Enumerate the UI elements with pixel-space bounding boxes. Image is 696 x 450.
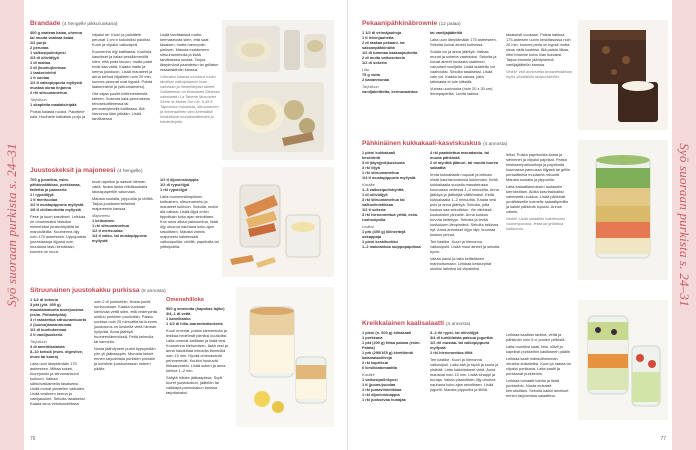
portions-text: (4 hengelle pikkuruokana) (62, 22, 118, 27)
recipe-title (30, 167, 220, 174)
sidebar-title: Omenahilloke (166, 297, 205, 303)
recipe-juustokakku (30, 287, 166, 406)
ingredient-line: 2 dl mynttiä jäänuri- tai muuta tuorea salaattia (430, 160, 499, 170)
recipe-title (30, 20, 220, 27)
instruction-paragraph: Vuoraa uunivuoka (noin 20 x 30 cm) leivinpaperilla. Levitä taikina (430, 86, 493, 96)
ingredient-line: 1/2 tl mustapippuria myllystä (30, 202, 84, 207)
ingredient-line: 1 l rypsiöljyä (30, 192, 54, 197)
ingredient-line: 3 rkl hienonnettua yrttiä, esim. ruohosipulia (362, 212, 419, 222)
ingredient-line: 2 dl muita valkosokeria (362, 55, 405, 60)
instruction-paragraph: Tee kastike. Kuori ja hienonna valkosipuli. Laita sitä ja sipuli ja suola ja yhdistä. Laita kaikkiiaineet vielä. Anna maustua noin 15 min. Lisää sinappi ja hunaja. Valuta pisaroittain öljy ohuena nauhana koko ajan sekoittaen. Lisää jogurtti. Mausta pippurilla ja tillillä. (430, 357, 499, 392)
column-2 (94, 297, 158, 406)
ingredient-line: 1 1/2 dl hillo-marmeladisokeria (166, 321, 223, 326)
ingredient-line: 3/4–1 dl vettä (166, 311, 191, 316)
ingredient-line: 4 rkl paahdettua macadamia- tai muuta pähkinää (430, 150, 490, 160)
right-page (348, 0, 696, 450)
ingredient-line: 1 prk (290/165 g) kivettömiä kalamataoliiveja (362, 350, 413, 360)
ingredient-line: 1–2 makeahkoa suippopaprikaa (362, 244, 421, 249)
recipe-columns (30, 177, 220, 254)
spine-text-left: Syö suoraan purkista s. 24–31 (4, 143, 20, 307)
portions-text: (4 hengelle) (117, 169, 143, 174)
section-subheading: Tarjoiluun (362, 84, 379, 89)
instruction-paragraph: viipaloi se. Kuori ja paloittele perunat 1 cm:n kokoisiksi paloiksi. Kuori ja viipaloi valkosipuli. (92, 32, 151, 47)
ingredient-line: 2 rkl sitruunamehua (30, 90, 67, 95)
kuskus-photo (578, 140, 668, 280)
ingredient-line: keskiöntä (362, 155, 380, 160)
recipe-title (362, 140, 574, 147)
title-text: Juustoskeksit ja majoneesi (30, 167, 116, 174)
recipe-title (362, 20, 574, 27)
portions-text: (4 annosta) (445, 322, 471, 327)
spine-banner-right (672, 0, 696, 450)
ingredient-line: 1/2 tl sokeria (362, 207, 386, 212)
instruction-paragraph: Kuori omenat, poista siemenkota ja leikkaa hedelmät pieniksi kuutioiksi. Laita omenat kattilaan ja lisää vesi. Kuumenna kiehumisen, lisää vesi ja anna hauduttaa miedolla lämmöllä noin 15 min. Hyvää omenavenät pehmenevät. Kuutiot huutuvät rikkaanmaksi. Lisää sokeri ja anna kiehua 1–2 min. (166, 328, 228, 373)
ingredient-line: 1 dl maitoa (30, 60, 51, 65)
recipe-columns (362, 330, 574, 402)
title-text: Brandade (30, 20, 61, 27)
ingredient-line: 3 dl (täysjyvä)kuskusta (362, 160, 405, 165)
column-2 (92, 177, 154, 254)
column-1 (30, 297, 88, 406)
ingredient-line: 8–10 keksiä (esim. digestive, muro tai kaura) (30, 349, 83, 359)
ingredient-line: 1/2 dl rypsiöljyä (160, 182, 190, 187)
column-1 (362, 330, 424, 402)
ingredient-line: 1 dl oliiviöljyä (362, 192, 388, 197)
ingredient-line: 3 rl raastettua sitruunankuorta (30, 317, 87, 322)
ingredient-line: 1/2 dl tummaa kaakaojauhetta (362, 50, 418, 55)
ingredient-line: 1 pieni keskikurkku (362, 239, 398, 244)
recipe-juustokeksit (30, 167, 220, 254)
column-3 (506, 150, 572, 271)
recipe-kaalisalaatti (362, 320, 574, 402)
ingredient-line: 1 rkl sitruunamehua (92, 223, 129, 228)
instruction-paragraph: Leikkaa tomaatit kahtia ja lisää purkkeihin. Nosta mukaisit kerroksittain. Sekoita kaikki ainekset ennen tarjoamista salaattina. (506, 378, 569, 398)
ingredient-line: 1 skapletta maalaisleipää (30, 102, 77, 107)
ingredient-line: 3 dl amerikkalaista (30, 344, 65, 349)
instruction-paragraph: Laita salaattiannoksen lautaselle kerroksittain. Aloita kasvirakkaiksi valmistettu kuskus. Lisää pähkinät puolittaiseille kolmelle salaattipedille ja kaikki pähkinät lopuksi. Annos valmis. (506, 184, 569, 214)
spine-banner-left (0, 0, 24, 450)
ingredient-line: 1 rkl punaviinietikkaa (362, 387, 402, 392)
section-subheading: Tarjoiluun (30, 339, 47, 344)
juustokakku-photo (236, 287, 334, 427)
ingredient-line: 3 rkl sitruunamehua tai valkoviinietikkaa (362, 197, 405, 207)
tip-note: Vinkki! Lisää salaattiin halutessasi vuohenjuustoa, fetaa tai grillattua halloumia. (506, 216, 565, 231)
ingredient-line: 1/2 rkl mustaa- tai valkopippuria myllystä (430, 340, 490, 350)
column-1 (362, 150, 424, 271)
ingredient-line: 1 tl leivinjauhetta (362, 35, 394, 40)
section-subheading: Lisäksi (362, 224, 374, 229)
recipe-columns (362, 150, 574, 271)
instruction-paragraph: Nosta jäähdyneet purkit kypsymään yön yli jääkaappiin. Murusta keksit ennen tarjoamista purkkien pinnalle ja koristele juustomassan rinteen päälle. (94, 346, 156, 371)
ingredient-line: mustaa okraa linjanna (30, 85, 71, 90)
ingredient-line: 1 laakerinlehti (30, 70, 56, 75)
column-1 (30, 30, 86, 124)
section-subheading: Liitu (362, 67, 370, 72)
ingredient-line: 3 pkt (yht. 400 g) maustamatonta tuorejuustoa (esim. Philadelphia) (30, 302, 84, 317)
portions-text: (4 annosta) (482, 142, 508, 147)
ingredient-line: 500 g omenoita (hapokas lajike) (166, 306, 225, 311)
ingredient-line: 2/3 dl oliiviöljyä (30, 55, 59, 60)
instruction-paragraph: Valuta pavut ja laita keitteliseen marinoitumaan. Leikkaa keskurpitat okuiksi larteiksi tai viipaleiksi. (430, 256, 492, 271)
recipe-brandade (30, 20, 220, 124)
instruction-paragraph: tuvat rapeiksi ja saavat hieman väriä. Nosta lastut reikäkauhalla talouspaperille valumaan. (92, 179, 148, 194)
ingredient-line: 1/2 tl valkopippuria myllystä (30, 80, 82, 85)
page-number-right: 77 (660, 436, 666, 442)
ingredient-line: 2 rkl hienonnettua tilliä (430, 350, 473, 355)
instruction-paragraph: Leikkaa kaali mahdollisimman ohueksi suikaleiksi. Kuori ja raasta tai viipaloi porkkana. Laita kaalit ja porkkanat purkkeihin. (506, 356, 571, 376)
recipe-brownie (362, 20, 574, 96)
title-text: Pekaanipähkinäbrownie (362, 20, 438, 27)
ingredient-line: 2 rkl kapriksia (362, 360, 388, 365)
column-3 (160, 177, 220, 254)
instruction-paragraph: Mausta suolalla, pippurilla ja chilillä. Tarjoa juustomerreikeksit majoneesin kanssa. (92, 196, 154, 211)
recipe-omenahilloke (166, 297, 232, 395)
ingredient-line: 2 tl vaniljasokeria (30, 332, 63, 337)
ingredient-line: 1 porkkana (362, 335, 383, 340)
spine-text-right: Syö suoraan purkista s. 24–31 (677, 143, 693, 307)
ingredient-line: 6 kirsikkatomaattia (362, 365, 398, 370)
instruction-paragraph: Irrota kukkakaalin nupulat ja leikkaa niistä kaunismuotoisia kukinnoita. Keitä kukkakaalia suolalla maustetussa kuumassa vedessä 1–2 minuuttia. Anna jäähtyä ja jäähdytä välittömästi. Keitä kukkakaalia 1–2 minuuttia. Kaada vesi pois ja anna jäähtyä. Sekoita, jotta kuskus saa sekoitetun. Vie väreissä kuskuksien pinnalle. Anna kuskus turvota keitetyyn. Sekoita ja levitä kuskuksen lämpimänä. Sekoita taikinaa nyt. Anna annokset öljyn läpi, kuuntaa kuskus pinnat. (430, 172, 499, 237)
ingredient-line: 1 pieni (n. 600 g) kiinakaali (362, 330, 412, 335)
ingredient-line: 1 pieni kukkakaali (362, 150, 396, 155)
ingredient-line: 1/2 tl merisuolaa (92, 228, 123, 233)
title-text: Pähkinäinen kukkakaali-kasviskuskus (362, 140, 482, 147)
ingredient-line: vaniljaketttetta, kermavaahtoa (362, 89, 418, 94)
ingredient-line: 2 dl (kuohu)kermaa (30, 65, 66, 70)
column-3 (160, 30, 220, 124)
ingredient-line: 1 1/2 dl vehnäjauhoja (362, 30, 402, 35)
ingredient-line: 1 tl suolaa (30, 75, 50, 80)
instruction-paragraph: Leikkaa kaalista rankka, vettä ja pähkinän noin 5 cl puolen pelkistä. (506, 332, 566, 342)
column-2 (430, 30, 500, 96)
ingredient-line: 1 prk (400 g) kikherttejä (362, 229, 406, 234)
title-text: Sitruunainen juustokakku purkissa (30, 287, 140, 294)
ingredient-line: 1 valkosipulinkynsi (30, 50, 66, 55)
column-1 (30, 177, 86, 254)
instruction-paragraph: Lisää tarvittaessa maito-kermaseosta silen, että saat tasaisen, mutta mennyvän pieksen. Mausta mahtuneen sitruunamehulla ja lisää tarvittaessa suolaa. Tarjoa lämpimänä paahdetun tai grillatun maalaisleivän kanssa. (160, 32, 219, 72)
ingredient-line: 2 dl raakaa pekaani- tai saksanpähkinöitä (362, 40, 405, 50)
instruction-paragraph: Laita huoneenlämpöisen keltuainen, sitruunamehu ja mausteet kulhoon. Sekoita, mutta älä vatkaa. Lisää öljyä ensin tippoittain koko ajan sekoittaen. Kun seos alkaa paksuuntua, lisää öljy ohuena nauhana koko ajan sekoittaen. Mausta valmis majoneesi halutessasi valkosipulilla, chilillä, paprikalla tai yrttisipulilla. (160, 194, 219, 249)
ingredient-line: sokappaja (362, 234, 382, 239)
kaalisalaatti-photo (578, 300, 668, 420)
column-2 (430, 150, 500, 271)
recipe-columns (362, 30, 574, 96)
ingredient-line: 2 kananmunaa (362, 77, 390, 82)
page-number-left: 76 (30, 436, 36, 442)
instruction-paragraph: leiksi. Poista paprikoista kanta ja siemenet ja viipaloi paprikat. Paista keskiseerpatlumikoja ja paprikoita kuumassa pannussa öljyssä tai grillin periaatteella muutama minuutti. Mausta suolalla ja pippurilla. (506, 152, 571, 182)
ingredient-line: 1 rkl juoksevaa hunajaa (362, 397, 406, 402)
column-2 (92, 30, 154, 124)
instruction-paragraph: Laita uuni lämpiämään 175 asteeseen. Mittaa sokeri, tuorejuusto ja sitruunankuori kulhoon. Vatkaa sähkövatkaimella tasaiseksi. Lisää munat yksitellen vatkaten. Lisää vesikeen kerma ja vaniljasokeri. Sekoita tasaiseksi. Kaada seos vetoisuudeltaan (30, 361, 86, 406)
instruction-paragraph: Sulata voi ja anna jäähtyä. Vatkaa munat ja sokeria vaahdoksi. Sekoita ja kuivat aineet huolasta vaahtoon varovasti nuolijalla. Lisää sulatettu voi vaahdoksi. Sekoita tasaiseksi. Lisää vain voi. Kaada tai vaivaa, jotta taikinasta ei tule sitkeää. (430, 49, 497, 84)
ingredient-line: 1 valkosipulinkynsi (362, 377, 398, 382)
ingredient-line: 1–3 valkosipulinkynttä (362, 187, 404, 192)
title-text: Kreikkalainen kaalisalaatti (362, 320, 445, 327)
recipe-columns (30, 297, 160, 406)
column-3 (506, 330, 572, 402)
ingredient-line: 1/8 tl chilimurketta myllystä (30, 207, 81, 212)
ingredient-line: 1 keltuainen (92, 218, 115, 223)
ingredient-line: 1/4 tl mustapippuria myllystä (362, 175, 416, 180)
ingredient-line: 3–4 rkl rypsi- tai oliiviöljyä (430, 330, 479, 335)
juustokeksit-photo (222, 167, 334, 277)
ingredient-line: 700 g juomikia, esim. pähkinakäkkao, porkkanaa, fatiettia ja paraseria (30, 177, 81, 192)
recipe-title (30, 287, 166, 294)
instruction-paragraph: Pese ja kuori kasvikset. Leikkaa ne ohuimmaksi lastuiksi esimerkiksi juustohöylällä tai mandoliinilla. Kuumenna öljy noin 170 asteeseen. Uppopaista juurestastuja öljyssä noin muutama lastu kerrallaan, kunnes ne muut- (30, 214, 86, 254)
ingredient-line: 1/2 tl dijoninsinappia (160, 177, 199, 182)
brownie-photo (578, 20, 668, 130)
section-subheading: Kastike (362, 182, 375, 187)
column-2 (430, 330, 500, 402)
ingredient-line: 2 (luomu)kananmunaa (30, 322, 72, 327)
recipe-title (362, 320, 574, 327)
section-subheading: Majoneesi (92, 213, 110, 218)
portions-text: (12 palaa) (438, 22, 461, 27)
recipe-columns (30, 30, 220, 124)
ingredient-line: 1 pkt (200 g) fetaa palana (esim. Palma) (362, 340, 421, 350)
section-subheading: Kastike (362, 372, 375, 377)
ingredient-line: 3/4 dl turkkilaista paksua jogurttia (430, 335, 493, 340)
portions-text: (8 annosta) (141, 289, 166, 294)
instruction-paragraph: noin 2 dl purkkeihin. Nosta purkit uunivuokaan. Kaada vuokaan kiehuvaa vettä silen, että vedenpinta ulottuu purkkien puoliväliin. Paista uunissa noin 25 minuuttia tai kunnes juustoseos on keskeltä vielä hieman hyllyvää. Anna jäähtyä huoneenlämmössä. Peitä kelmulla tai kannella. (94, 299, 157, 344)
column-1 (362, 30, 424, 96)
instruction-paragraph: Ota vajaa puolet keitinnesteestä talteen. Soseuta kala-perunaseos tehosekoittimessa tai perunamylmellä kattilassa. Älä hienonna liian pitkään. Lisää tarvittaessa (92, 91, 150, 121)
ingredient-line: 1/2 dl sokeria (362, 60, 387, 65)
tip-note: Vinkki! Voit annostella brownietaikinan myös yksittäisiin lasipurkkeihin. (506, 69, 572, 79)
ingredient-line: 400 g vaaleaa kalaa, ohenna tai muuta vaaleaa kalaa (30, 30, 82, 40)
instruction-paragraph: Laita mureiksi kaali, feta, oliivit ja kapriksit purkkeihin kastikkeen päälle. (506, 344, 572, 354)
ingredient-line: 1 tl (juomu)suolaa (362, 382, 396, 387)
instruction-paragraph: Poista kalasta ruodot. Paloittele kala. Huuhtele halkaistu purjo ja (30, 109, 86, 119)
recipe-kuskus (362, 140, 574, 271)
column-3 (166, 306, 230, 395)
instruction-paragraph: Tee kastike. Kuori ja hienonna valkosipulit. Lisää muut aineet ja sekoita hyvin. (430, 239, 500, 254)
ingredient-line: 1 rkl dijoninsinappia (362, 392, 400, 397)
ingredient-line: 1/4 tl valko- tai mustapippuria myllystä (92, 233, 147, 243)
ingredient-line: 1 tl merisuolaa (30, 197, 58, 202)
ingredient-line: 1 1/2 dl sokeria (30, 297, 58, 302)
instruction-paragraph: Kuumenna öljy kattilassa. Kuullota kasvikset ja kalaa keskilämmöllä silen, että pinta kiuvuu, mutta palat eivät saa väriä. Kaada maito ja kerma joukkoon. Lisää mausteet ja anna kiehua hiljalleen noin 20 min, kunnes perunat ovat kypsiä. Poista laakerinlehti ja (sitruunamehu). (92, 49, 153, 89)
column-3 (506, 30, 572, 96)
ingredient-line: 1 rkl rypsiöljyä (160, 187, 188, 192)
ingredient-line: 3 rkl öljyä (362, 165, 380, 170)
brandade-photo (222, 20, 334, 160)
instruction-paragraph: Säilytä hilloke jääkaapissa. Sopii tuoret juustokakun, jäätelön tai vaikkapa pannukakun kanssa tarjottavaksi. (166, 375, 223, 395)
instruction-paragraph: tasaisesti vuokaan. Paista kakkua 175-asteisen uunin keskitasossa noin 20 min, kunnes pinta on kypsä mutta sisus vielä kosteaa. Älä paista liikaa, ettei brownie kuivu liian kuivaksi. Tarjoa brownie jäähtyneenä vaniljajäätelön kanssa. (506, 32, 571, 67)
instruction-paragraph: Laita uuni lämpiämään 175 asteeseen. Sekoita kuivat aineet kulhossa. (430, 37, 497, 47)
ingredient-line: 75 g voita (362, 72, 380, 77)
tip-note: Vähvaksi kalasta mustava ruoko tärvitset valkoipeperin osan vaikeaan ja hiedeöleipän aikeet. Saitaleenan on Brandaan Siinessa valmistettu La Tanerie Muscadet Sèvre et Maine Sur Lie, 8,49 €. Tapiosista mustoista, sitruunamen ja mineraalinen vino kirientättä lohduttavat munakasittenoita ja hiedeöleipän. (160, 74, 220, 124)
ingredient-line: 1 kanelitanko (166, 316, 191, 321)
ingredient-line: 2 perunaa (30, 45, 49, 50)
ingredient-line: 1 rkl sitruunamehua (362, 170, 399, 175)
ingredient-line: 1/2 purjo (30, 40, 47, 45)
section-subheading: Tarjoiluun (30, 97, 47, 102)
ingredient-line: tai vaniljajäätelöä (430, 30, 463, 35)
ingredient-line: 1/2 dl kuohukermaa (30, 327, 67, 332)
